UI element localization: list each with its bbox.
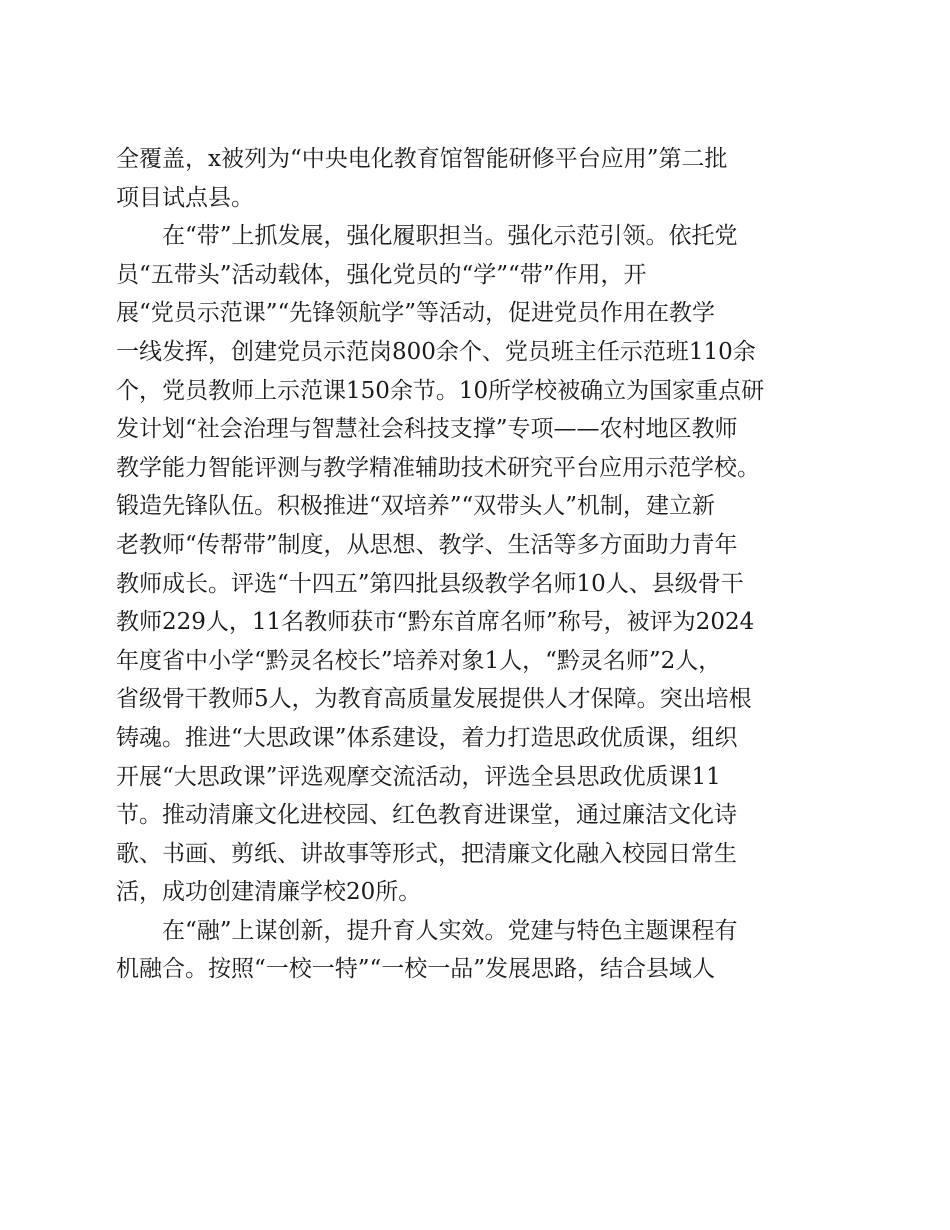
- text-line: 年度省中小学“黔灵名校长”培养对象1人，“黔灵名师”2人，: [116, 647, 722, 674]
- text-line: 开展“大思政课”评选观摩交流活动，评选全县思政优质课11: [116, 763, 721, 790]
- text-line: 全覆盖，x被列为“中央电化教育馆智能研修平台应用”第二批: [116, 146, 728, 172]
- text-line: 一线发挥，创建党员示范岗800余个、党员班主任示范班110余: [116, 338, 756, 365]
- text-line: 节。推动清廉文化进校园、红色教育进课堂，通过廉洁文化诗: [116, 802, 737, 829]
- text-line: 机融合。按照“一校一特”“一校一品”发展思路，结合县域人: [116, 956, 716, 983]
- body-text: [116, 140, 836, 989]
- text-line: 教学能力智能评测与教学精准辅助技术研究平台应用示范学校。: [116, 454, 760, 481]
- text-line: 老教师“传帮带”制度，从思想、教学、生活等多方面助力青年: [116, 531, 738, 558]
- text-line: 歌、书画、剪纸、讲故事等形式，把清廉文化融入校园日常生: [116, 840, 737, 867]
- paragraph-start-line: 在“带”上抓发展，强化履职担当。强化示范引领。依托党: [162, 223, 738, 250]
- text-line: 省级骨干教师5人，为教育高质量发展提供人才保障。突出培根: [116, 686, 752, 713]
- text-line: 锻造先锋队伍。积极推进“双培养”“双带头人”机制，建立新: [116, 493, 716, 520]
- text-line: 项目试点县。: [116, 184, 254, 211]
- text-line: 教师成长。评选“十四五”第四批县级教学名师10人、县级骨干: [116, 570, 744, 597]
- text-line: 展“党员示范课”“先锋领航学”等活动，促进党员作用在教学: [116, 300, 716, 327]
- text-line: 员“五带头”活动载体，强化党员的“学”“带”作用，开: [116, 261, 647, 288]
- text-line: 活，成功创建清廉学校20所。: [116, 879, 422, 906]
- paragraph-start-line: 在“融”上谋创新，提升育人实效。党建与特色主题课程有: [162, 917, 738, 944]
- text-line: 教师229人，11名教师获市“黔东首席名师”称号，被评为2024: [116, 609, 755, 636]
- text-line: 发计划“社会治理与智慧社会科技支撑”专项——农村地区教师: [116, 416, 738, 443]
- text-line: 铸魂。推进“大思政课”体系建设，着力打造思政优质课，组织: [116, 724, 738, 751]
- text-line: 个，党员教师上示范课150余节。10所学校被确立为国家重点研: [116, 377, 765, 404]
